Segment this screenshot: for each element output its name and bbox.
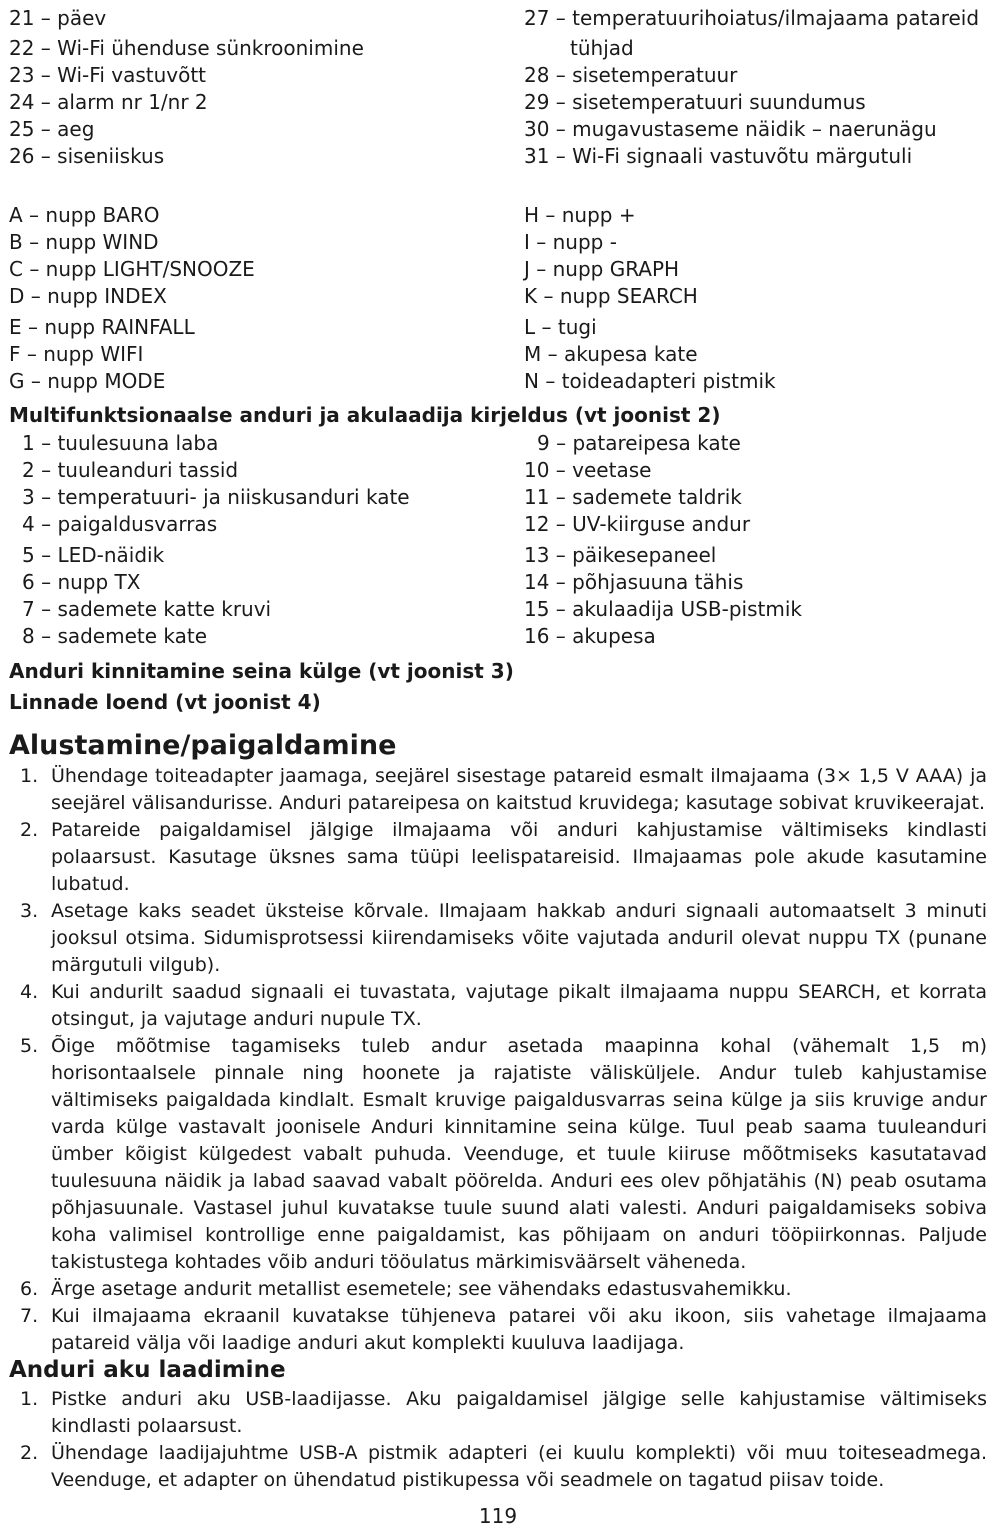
sensor-part-item: 13 – päikesepaneel — [524, 543, 717, 567]
legend-item: 31 – Wi-Fi signaali vastuvõtu märgutuli — [524, 144, 913, 168]
setup-step — [0, 1303, 996, 1357]
button-legend-item: C – nupp LIGHT/SNOOZE — [9, 257, 255, 281]
button-legend-item: H – nupp + — [524, 203, 636, 227]
charging-step — [0, 1440, 996, 1494]
step-text: Ühendage toiteadapter jaamaga, seejärel sisestage patareid esmalt ilmajaama (3× 1,5 V AAA) ja seejärel välisandurisse. Anduri patareipesa on kaitstud kruvidega; kasutage sobivat kruvikeerajat. — [51, 765, 987, 814]
sensor-part-item: 7 – sademete katte kruvi — [22, 597, 272, 621]
sensor-part-item: 1 – tuulesuuna laba — [22, 431, 219, 455]
button-legend-item: G – nupp MODE — [9, 369, 166, 393]
setup-step — [0, 1276, 996, 1303]
step-number: 7. — [20, 1305, 39, 1327]
step-text: Ärge asetage andurit metallist esemetele; see vähendaks edastusvahemikku. — [51, 1278, 792, 1300]
sensor-part-item: 9 – patareipesa kate — [537, 431, 741, 455]
sensor-section-title: Multifunktsionaalse anduri ja akulaadija kirjeldus (vt joonist 2) — [9, 403, 721, 427]
sensor-part-item: 12 – UV-kiirguse andur — [524, 512, 751, 536]
sensor-part-item: 11 – sademete taldrik — [524, 485, 742, 509]
legend-item: 25 – aeg — [9, 117, 95, 141]
step-text: Ühendage laadijajuhtme USB-A pistmik adapteri (ei kuulu komplekti) või muu toiteseadmega. Veenduge, et adapter on ühendatud pistikupessa või seadmele on tagatud piisav toide. — [51, 1442, 987, 1491]
button-legend-item: F – nupp WIFI — [9, 342, 144, 366]
sensor-part-item: 14 – põhjasuuna tähis — [524, 570, 744, 594]
legend-item: 21 – päev — [9, 6, 107, 30]
step-number: 4. — [20, 981, 39, 1003]
step-text: Õige mõõtmise tagamiseks tuleb andur asetada maapinna kohal (vähemalt 1,5 m) horisontaalsele pinnale ning hoonete ja rajatiste välisküljele. Andur tuleb kahjustamise vältimiseks paigaldada kindlalt. Esmalt kruvige paigaldusvarras seina külge ja siis kruvige andur varda külge vastavalt joonisele Anduri kinnitamine seina külge. Tuul peab saama tuuleanduri ümber kõigist külgedest vabalt puhuda. Veenduge, et tuule kiiruse mõõtmiseks kasutatavad tuulesuuna näidik ja labad saavad vabalt pöörelda. Anduri ees olev põhjatähis (N) peab osutama põhjasuunale. Vastasel juhul kuvatakse tuule suund alati valesti. Anduri paigaldamiseks sobiva koha valimisel kontrollige enne paigaldamist, kas põhijaam on anduri tööpiirkonnas. Paljude takistustega kohtades võib anduri tööulatus märkimisväärselt väheneda. — [51, 1035, 987, 1273]
setup-step — [0, 763, 996, 817]
button-legend-item: I – nupp - — [524, 230, 617, 254]
button-legend-item: K – nupp SEARCH — [524, 284, 698, 308]
wall-mount-title: Anduri kinnitamine seina külge (vt joonist 3) — [9, 659, 514, 683]
legend-item: 23 – Wi-Fi vastuvõtt — [9, 63, 207, 87]
charging-step — [0, 1386, 996, 1440]
step-text: Pistke anduri aku USB-laadijasse. Aku paigaldamisel jälgige selle kahjustamise vältimiseks kindlasti polaarsust. — [51, 1388, 987, 1437]
sensor-part-item: 6 – nupp TX — [22, 570, 141, 594]
step-text: Patareide paigaldamisel jälgige ilmajaama või anduri kahjustamise vältimiseks kindlasti polaarsust. Kasutage üksnes sama tüüpi leelispatareisid. Ilmajaamas pole akude kasutamine lubatud. — [51, 819, 987, 895]
sensor-part-item: 4 – paigaldusvarras — [22, 512, 218, 536]
sensor-part-item: 8 – sademete kate — [22, 624, 208, 648]
city-list-title: Linnade loend (vt joonist 4) — [9, 690, 321, 714]
legend-item: 29 – sisetemperatuuri suundumus — [524, 90, 866, 114]
legend-item: 26 – siseniiskus — [9, 144, 165, 168]
legend-item-continuation: tühjad — [570, 36, 634, 60]
button-legend-item: A – nupp BARO — [9, 203, 160, 227]
legend-item: 30 – mugavustaseme näidik – naerunägu — [524, 117, 937, 141]
step-number: 2. — [20, 819, 39, 841]
step-text: Kui ilmajaama ekraanil kuvatakse tühjeneva patarei või aku ikoon, siis vahetage ilmajaama patareid välja või laadige anduri akut komplekti kuuluva laadijaga. — [51, 1305, 987, 1354]
setup-step — [0, 1033, 996, 1276]
setup-steps-list — [0, 763, 996, 1357]
button-legend-item: E – nupp RAINFALL — [9, 315, 195, 339]
step-text: Kui andurilt saadud signaali ei tuvastata, vajutage pikalt ilmajaama nuppu SEARCH, et korrata otsingut, ja vajutage anduri nupule TX. — [51, 981, 987, 1030]
setup-title: Alustamine/paigaldamine — [9, 730, 397, 761]
step-number: 5. — [20, 1035, 39, 1057]
button-legend-item: J – nupp GRAPH — [524, 257, 680, 281]
step-number: 2. — [20, 1442, 39, 1464]
sensor-part-item: 2 – tuuleanduri tassid — [22, 458, 239, 482]
button-legend-item: N – toideadapteri pistmik — [524, 369, 776, 393]
sensor-part-item: 3 – temperatuuri- ja niiskusanduri kate — [22, 485, 410, 509]
button-legend-item: M – akupesa kate — [524, 342, 698, 366]
charging-title: Anduri aku laadimine — [9, 1357, 286, 1383]
sensor-part-item: 5 – LED-näidik — [22, 543, 165, 567]
legend-item: 22 – Wi-Fi ühenduse sünkroonimine — [9, 36, 364, 60]
sensor-part-item: 10 – veetase — [524, 458, 652, 482]
charging-steps-list — [0, 1386, 996, 1494]
step-text: Asetage kaks seadet üksteise kõrvale. Ilmajaam hakkab anduri signaali automaatselt 3 minuti jooksul otsima. Sidumisprotsessi kiirendamiseks võite vajutada anduril olevat nuppu TX (punane märgutuli vilgub). — [51, 900, 987, 976]
button-legend-item: L – tugi — [524, 315, 597, 339]
legend-item: 28 – sisetemperatuur — [524, 63, 738, 87]
button-legend-item: B – nupp WIND — [9, 230, 159, 254]
button-legend-item: D – nupp INDEX — [9, 284, 167, 308]
step-number: 3. — [20, 900, 39, 922]
step-number: 1. — [20, 1388, 39, 1410]
setup-step — [0, 817, 996, 898]
page-number: 119 — [478, 1504, 518, 1528]
sensor-part-item: 16 – akupesa — [524, 624, 656, 648]
setup-step — [0, 979, 996, 1033]
legend-item: 27 – temperatuurihoiatus/ilmajaama patareid — [524, 6, 980, 30]
setup-step — [0, 898, 996, 979]
legend-item: 24 – alarm nr 1/nr 2 — [9, 90, 208, 114]
step-number: 1. — [20, 765, 39, 787]
sensor-part-item: 15 – akulaadija USB-pistmik — [524, 597, 802, 621]
step-number: 6. — [20, 1278, 39, 1300]
